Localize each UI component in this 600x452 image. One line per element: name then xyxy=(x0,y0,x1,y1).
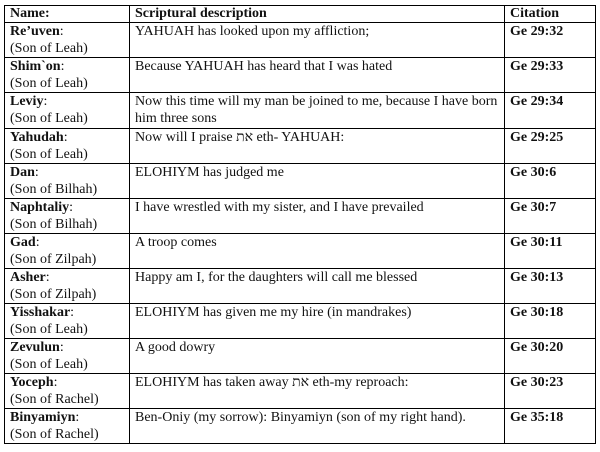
table-row xyxy=(5,234,596,269)
son-name: Zevulun xyxy=(10,340,60,355)
description-cell: Happy am I, for the daughters will call me blessed xyxy=(130,269,505,304)
name-separator: : xyxy=(69,200,74,215)
description-cell: Now will I praise את eth- YAHUAH: xyxy=(130,129,505,164)
citation-cell: Ge 30:18 xyxy=(505,304,596,339)
citation-cell: Ge 29:33 xyxy=(505,58,596,93)
son-parent: (Son of Zilpah) xyxy=(10,252,97,267)
table-row xyxy=(5,304,596,339)
table-row xyxy=(5,199,596,234)
description-cell: A good dowry xyxy=(130,339,505,374)
name-cell xyxy=(5,129,130,164)
name-separator: : xyxy=(75,410,80,425)
table-row xyxy=(5,374,596,409)
sons-of-jacob-table xyxy=(4,5,596,444)
header-description: Scriptural description xyxy=(130,6,505,23)
name-separator: : xyxy=(53,375,58,390)
son-name: Re’uven xyxy=(10,24,60,39)
son-parent: (Son of Bilhah) xyxy=(10,182,98,197)
citation-cell: Ge 30:11 xyxy=(505,234,596,269)
citation-cell: Ge 30:23 xyxy=(505,374,596,409)
description-cell: ELOHIYM has judged me xyxy=(130,164,505,199)
name-separator: : xyxy=(70,305,75,320)
table-row xyxy=(5,23,596,58)
description-cell: Ben-Oniy (my sorrow): Binyamiyn (son of my right hand). xyxy=(130,409,505,444)
son-name: Asher xyxy=(10,270,46,285)
citation-cell: Ge 35:18 xyxy=(505,409,596,444)
table-row xyxy=(5,93,596,129)
son-name: Yisshakar xyxy=(10,305,71,320)
son-name: Binyamiyn xyxy=(10,410,76,425)
table-header xyxy=(5,6,596,23)
citation-cell: Ge 30:13 xyxy=(505,269,596,304)
description-cell: I have wrestled with my sister, and I have prevailed xyxy=(130,199,505,234)
son-parent: (Son of Rachel) xyxy=(10,427,99,442)
header-citation: Citation xyxy=(505,6,596,23)
son-parent: (Son of Leah) xyxy=(10,322,88,337)
name-cell xyxy=(5,164,130,199)
name-separator: : xyxy=(45,270,50,285)
son-name: Shim`on xyxy=(10,59,61,74)
description-cell: YAHUAH has looked upon my affliction; xyxy=(130,23,505,58)
name-cell xyxy=(5,93,130,129)
citation-cell: Ge 29:25 xyxy=(505,129,596,164)
son-name: Naphtaliy xyxy=(10,200,70,215)
description-cell: ELOHIYM has taken away את eth-my reproach: xyxy=(130,374,505,409)
name-separator: : xyxy=(60,59,65,74)
description-cell: ELOHIYM has given me my hire (in mandrakes) xyxy=(130,304,505,339)
name-separator: : xyxy=(43,94,48,109)
name-separator: : xyxy=(63,130,68,145)
son-parent: (Son of Leah) xyxy=(10,76,88,91)
son-name: Yoceph xyxy=(10,375,54,390)
citation-cell: Ge 29:34 xyxy=(505,93,596,129)
son-parent: (Son of Leah) xyxy=(10,111,88,126)
son-parent: (Son of Bilhah) xyxy=(10,217,98,232)
son-name: Dan xyxy=(10,165,35,180)
name-cell xyxy=(5,409,130,444)
name-cell xyxy=(5,58,130,93)
name-cell xyxy=(5,269,130,304)
table-body xyxy=(5,23,596,444)
name-separator: : xyxy=(34,165,39,180)
table-row xyxy=(5,339,596,374)
name-cell xyxy=(5,339,130,374)
table-row xyxy=(5,129,596,164)
table-row xyxy=(5,164,596,199)
table-row xyxy=(5,58,596,93)
name-separator: : xyxy=(59,340,64,355)
table-row xyxy=(5,269,596,304)
son-name: Yahudah xyxy=(10,130,64,145)
son-name: Gad xyxy=(10,235,36,250)
son-parent: (Son of Zilpah) xyxy=(10,287,97,302)
name-separator: : xyxy=(35,235,40,250)
citation-cell: Ge 30:6 xyxy=(505,164,596,199)
son-name: Leviy xyxy=(10,94,44,109)
citation-cell: Ge 30:7 xyxy=(505,199,596,234)
header-name: Name: xyxy=(5,6,130,23)
header-row xyxy=(5,6,596,23)
son-parent: (Son of Leah) xyxy=(10,147,88,162)
citation-cell: Ge 29:32 xyxy=(505,23,596,58)
son-parent: (Son of Leah) xyxy=(10,357,88,372)
description-cell: A troop comes xyxy=(130,234,505,269)
description-cell: Because YAHUAH has heard that I was hated xyxy=(130,58,505,93)
son-parent: (Son of Leah) xyxy=(10,41,88,56)
name-cell xyxy=(5,199,130,234)
description-cell: Now this time will my man be joined to me, because I have born him three sons xyxy=(130,93,505,129)
name-cell xyxy=(5,234,130,269)
name-separator: : xyxy=(59,24,64,39)
name-cell xyxy=(5,374,130,409)
name-cell xyxy=(5,304,130,339)
citation-cell: Ge 30:20 xyxy=(505,339,596,374)
son-parent: (Son of Rachel) xyxy=(10,392,99,407)
name-cell xyxy=(5,23,130,58)
table-row xyxy=(5,409,596,444)
